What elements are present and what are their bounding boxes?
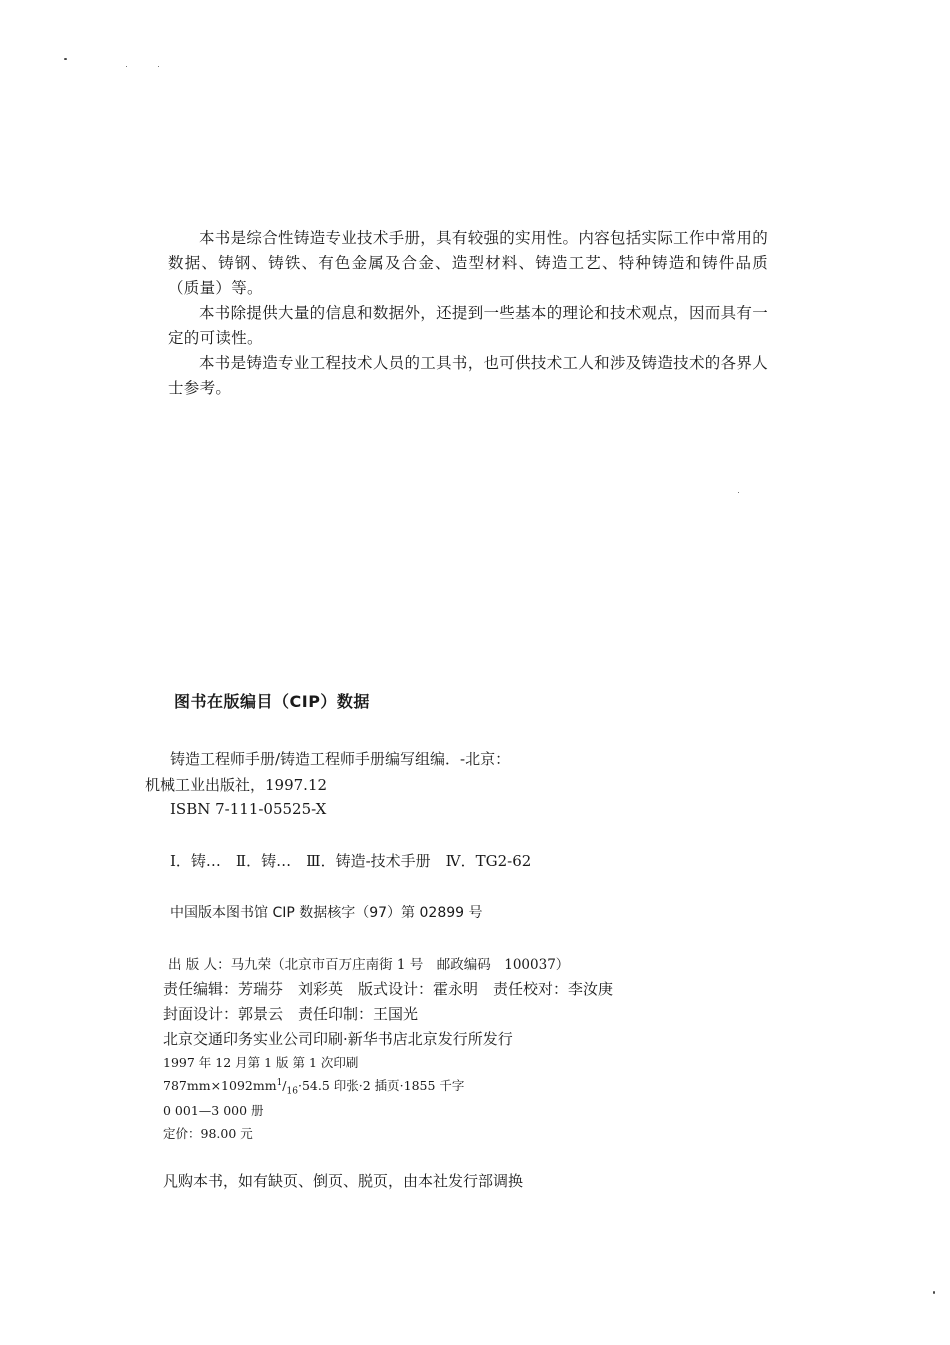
defects-notice: 凡购本书，如有缺页、倒页、脱页，由本社发行部调换	[163, 1172, 524, 1190]
imprint-cover-design: 封面设计：郭景云 责任印制：王国光	[163, 1005, 419, 1023]
format-details: ·54.5 印张·2 插页·1855 千字	[297, 1078, 465, 1093]
scan-speck	[933, 1291, 935, 1294]
book-description	[168, 226, 768, 401]
imprint-price: 定价：98.00 元	[163, 1126, 253, 1141]
scan-speck	[738, 492, 739, 493]
format-denominator: 16	[286, 1086, 298, 1097]
format-size: 787mm×1092mm	[163, 1078, 277, 1093]
scan-speck	[158, 66, 159, 67]
cip-classification: Ⅰ．铸… Ⅱ．铸… Ⅲ．铸造-技术手册 Ⅳ．TG2-62	[170, 852, 532, 870]
cip-publisher-line: 机械工业出版社，1997.12	[145, 776, 328, 794]
imprint-print-run: 0 001—3 000 册	[163, 1103, 264, 1118]
cip-title-line: 铸造工程师手册/铸造工程师手册编写组编．-北京：	[170, 750, 511, 768]
imprint-edition: 1997 年 12 月第 1 版 第 1 次印刷	[163, 1055, 359, 1070]
description-paragraph-3: 本书是铸造专业工程技术人员的工具书，也可供技术工人和涉及铸造技术的各界人士参考。	[168, 354, 768, 397]
scan-speck	[64, 58, 67, 60]
imprint-format	[163, 1076, 464, 1097]
cip-isbn: ISBN 7-111-05525-X	[170, 800, 327, 818]
scan-speck	[126, 66, 127, 67]
cip-title: 图书在版编目（CIP）数据	[174, 692, 370, 711]
imprint-printer: 北京交通印务实业公司印刷·新华书店北京发行所发行	[163, 1030, 513, 1048]
imprint-publisher: 出 版 人：马九荣（北京市百万庄南街 1 号 邮政编码 100037）	[168, 957, 570, 973]
format-numerator: 1	[276, 1077, 283, 1088]
cip-core-number: 中国版本图书馆 CIP 数据核字（97）第 02899 号	[170, 905, 483, 921]
description-paragraph-1: 本书是综合性铸造专业技术手册，具有较强的实用性。内容包括实际工作中常用的数据、铸钢、铸铁、有色金属及合金、造型材料、铸造工艺、特种铸造和铸件品质（质量）等。	[168, 229, 768, 297]
description-paragraph-2: 本书除提供大量的信息和数据外，还提到一些基本的理论和技术观点，因而具有一定的可读性。	[168, 304, 768, 347]
imprint-editors: 责任编辑：芳瑞芬 刘彩英 版式设计：霍永明 责任校对：李汝庚	[163, 980, 614, 998]
format-slash: /	[282, 1078, 287, 1093]
